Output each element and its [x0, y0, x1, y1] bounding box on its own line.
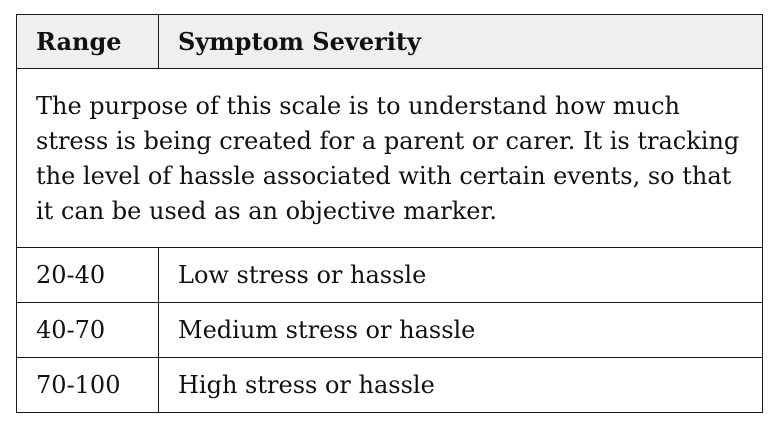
severity-cell: Low stress or hassle [159, 248, 763, 303]
range-cell: 40-70 [17, 303, 159, 358]
severity-cell: Medium stress or hassle [159, 303, 763, 358]
severity-cell: High stress or hassle [159, 358, 763, 413]
header-range: Range [17, 15, 159, 69]
range-cell: 20-40 [17, 248, 159, 303]
stress-scale-table [16, 14, 763, 413]
header-symptom-severity: Symptom Severity [159, 15, 763, 69]
range-cell: 70-100 [17, 358, 159, 413]
table-row [17, 248, 763, 303]
table-row [17, 358, 763, 413]
description-row [17, 69, 763, 248]
scale-description: The purpose of this scale is to understand how much stress is being created for a parent or carer. It is tracking the level of hassle associated with certain events, so that it can be used as an objective marker. [17, 69, 763, 248]
table-row [17, 303, 763, 358]
table-header-row [17, 15, 763, 69]
